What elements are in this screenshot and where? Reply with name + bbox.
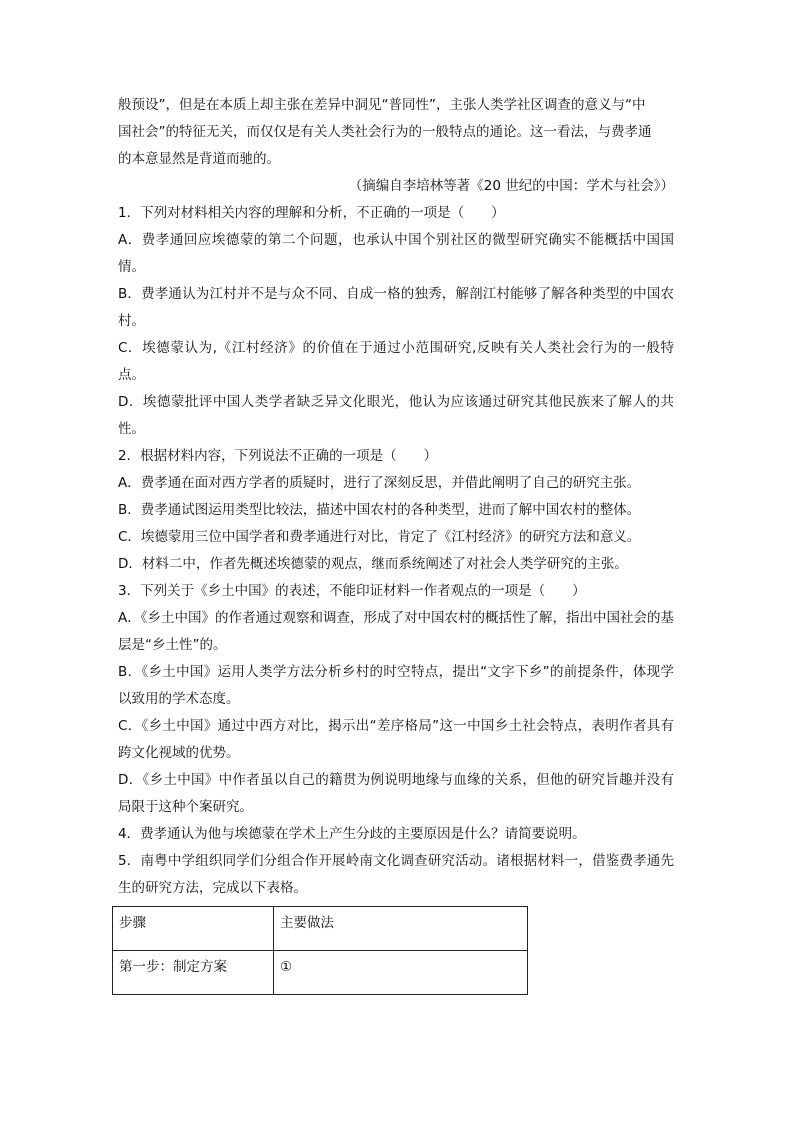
question-2-stem: 2．根据材料内容，下列说法不正确的一项是（ ） <box>118 448 438 464</box>
table-cell-answer: ① <box>274 951 528 995</box>
table-header-row <box>113 907 528 951</box>
intro-line: 国社会”的特征无关，而仅仅是有关人类社会行为的一般特点的通论。这一看法，与费孝通 <box>118 124 652 140</box>
source-citation: （摘编自李培林等著《20 世纪的中国：学术与社会》） <box>348 178 674 194</box>
question-3-option-a: A．《乡土中国》的作者通过观察和调查，形成了对中国农村的概括性了解，指出中国社会的基层是“乡土性”的。 <box>118 610 674 653</box>
intro-line: 般预设”，但是在本质上却主张在差异中洞见“普同性”，主张人类学社区调查的意义与“中 <box>118 97 646 113</box>
question-3-option-b: B．《乡土中国》运用人类学方法分析乡村的时空特点，提出“文字下乡”的前提条件，体现学以致用的学术态度。 <box>118 664 674 707</box>
question-1-option-d: D．埃德蒙批评中国人类学者缺乏异文化眼光，他认为应该通过研究其他民族来了解人的共性。 <box>118 394 674 437</box>
question-1-option-c: C．埃德蒙认为,《江村经济》的价值在于通过小范围研究,反映有关人类社会行为的一般特点。 <box>118 340 674 383</box>
table-cell-step: 第一步：制定方案 <box>113 951 274 995</box>
question-2-option-a: A．费孝通在面对西方学者的质疑时，进行了深刻反思，并借此阐明了自己的研究主张。 <box>118 475 641 491</box>
table-row <box>113 951 528 995</box>
question-5-stem: 5．南粤中学组织同学们分组合作开展岭南文化调查研究活动。诸根据材料一，借鉴费孝通先生的研究方法，完成以下表格。 <box>118 853 674 896</box>
question-1-option-a: A．费孝通回应埃德蒙的第二个问题，也承认中国个别社区的微型研究确实不能概括中国国情。 <box>118 232 674 275</box>
question-1-option-b: B．费孝通认为江村并不是与众不同、自成一格的独秀，解剖江村能够了解各种类型的中国农村。 <box>118 286 674 329</box>
document-page <box>118 92 674 995</box>
intro-line: 的本意显然是背道而驰的。 <box>118 151 280 167</box>
question-2-option-b: B．费孝通试图运用类型比较法，描述中国农村的各种类型，进而了解中国农村的整体。 <box>118 502 641 518</box>
question-4-stem: 4．费孝通认为他与埃德蒙在学术上产生分歧的主要原因是什么？请简要说明。 <box>118 826 586 842</box>
question-2-option-c: C．埃德蒙用三位中国学者和费孝通进行对比，肯定了《江村经济》的研究方法和意义。 <box>118 529 641 545</box>
question-3-option-c: C．《乡土中国》通过中西方对比，揭示出“差序格局”这一中国乡土社会特点，表明作者具有跨文化视域的优势。 <box>118 718 674 761</box>
question-2-option-d: D．材料二中，作者先概述埃德蒙的观点，继而系统阐述了对社会人类学研究的主张。 <box>118 556 628 572</box>
table-header-cell: 主要做法 <box>274 907 528 951</box>
question-1-stem: 1．下列对材料相关内容的理解和分析，不正确的一项是（ ） <box>118 205 505 221</box>
table-header-cell: 步骤 <box>113 907 274 951</box>
question-3-option-d: D．《乡土中国》中作者虽以自己的籍贯为例说明地缘与血缘的关系，但他的研究旨趣并没有局限于这种个案研究。 <box>118 772 674 815</box>
steps-table <box>112 906 528 995</box>
question-3-stem: 3．下列关于《乡土中国》的表述，不能印证材料一作者观点的一项是（ ） <box>118 583 586 599</box>
